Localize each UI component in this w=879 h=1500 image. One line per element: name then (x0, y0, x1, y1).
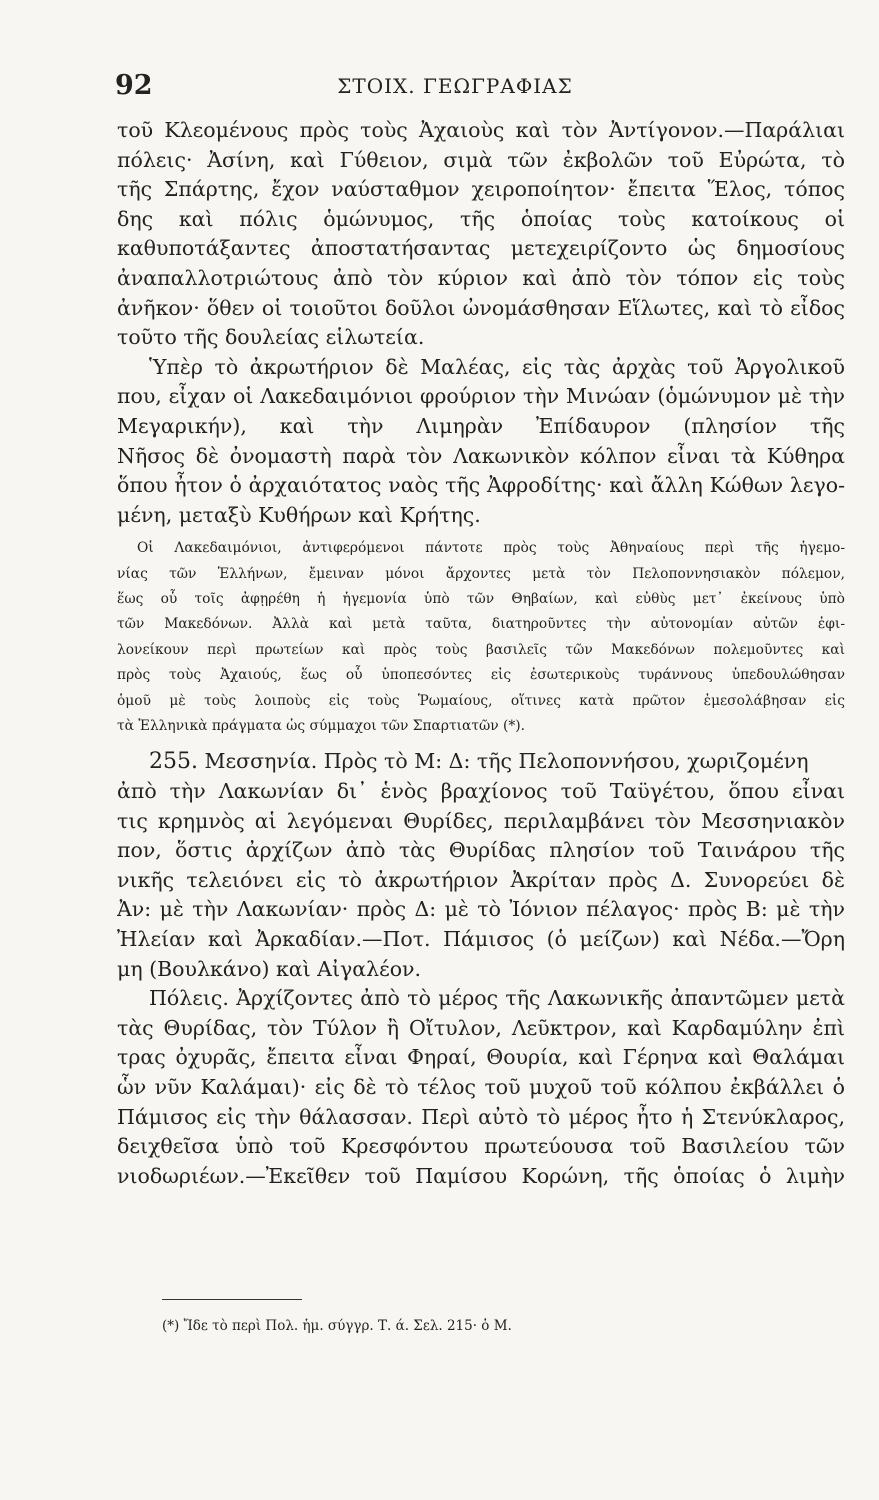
text-line: πον, ὅστις ἀρχίζων ἀπὸ τὰς Θυρίδας πλησίον τοῦ Ταινάρου τῆς (117, 838, 845, 863)
small-print-note (117, 536, 845, 739)
note-line: τὰ Ἑλληνικὰ πράγματα ὡς σύμμαχοι τῶν Σπαρτιατῶν (*). (117, 718, 526, 735)
text-line: μη (Βουλκάνο) καὶ Αἰγαλέον. (117, 956, 422, 981)
text-line: τρας ὀχυρᾶς, ἔπειτα εἶναι Φηραί, Θουρία, καὶ Γέρηνα καὶ Θαλάμαι (117, 1045, 845, 1070)
text-line: πόλεις· Ἀσίνη, καὶ Γύθειον, σιμὰ τῶν ἐκβολῶν τοῦ Εὐρώτα, τὸ (117, 147, 845, 172)
note-line: ἕως οὗ τοῖς ἀφῃρέθη ἡ ἡγεμονία ὑπὸ τῶν Θηβαίων, καὶ εὐθὺς μετ᾽ ἐκείνους ὑπὸ (117, 591, 845, 608)
text-line: τῆς Σπάρτης, ἔχον ναύσταθμον χειροποίητον· ἔπειτα Ἕλος, τόπος (117, 177, 845, 202)
note-line: νίας τῶν Ἑλλήνων, ἔμειναν μόνοι ἄρχοντες μετὰ τὸν Πελοποννησιακὸν πόλεμον, (117, 565, 845, 582)
text-line: νικῆς τελειόνει εἰς τὸ ἀκρωτήριον Ἀκρίταν πρὸς Δ. Συνορεύει δὲ (117, 867, 845, 892)
running-title: ΣΤΟΙΧ. ΓΕΩΓΡΑΦΙΑΣ (337, 74, 573, 98)
page-body (117, 116, 845, 1191)
page-number: 92 (115, 70, 153, 101)
text-line: τοῦτο τῆς δουλείας εἱλωτεία. (117, 325, 425, 350)
text-line: Μεγαρικήν), καὶ τὴν Λιμηρὰν Ἐπίδαυρον (πλησίον τῆς (117, 413, 845, 438)
text-line: Πόλεις. Ἀρχίζοντες ἀπὸ τὸ μέρος τῆς Λακωνικῆς ἀπαντῶμεν μετὰ (149, 986, 845, 1011)
text-line: τις κρημνὸς αἱ λεγόμεναι Θυρίδες, περιλαμβάνει τὸν Μεσσηνιακὸν (117, 808, 845, 833)
note-line: τῶν Μακεδόνων. Ἀλλὰ καὶ μετὰ ταῦτα, διατηροῦντες τὴν αὐτονομίαν αὐτῶν ἐφι- (117, 616, 845, 633)
page-header (115, 70, 835, 104)
text-line: που, εἶχαν οἱ Λακεδαιμόνιοι φρούριον τὴν Μινώαν (ὁμώνυμον μὲ τὴν (117, 384, 845, 409)
text-line: τοῦ Κλεομένους πρὸς τοὺς Ἀχαιοὺς καὶ τὸν Ἀντίγονον.—Παράλιαι (117, 118, 845, 142)
note-line: πρὸς τοὺς Ἀχαιούς, ἕως οὗ ὑποπεσόντες εἰς ἐσωτερικοὺς τυράννους ὑπεδουλώθησαν (117, 667, 845, 684)
text-line: ἀπὸ τὴν Λακωνίαν δι᾽ ἑνὸς βραχίονος τοῦ Ταϋγέτου, ὅπου εἶναι (117, 779, 845, 804)
note-line: ὁμοῦ μὲ τοὺς λοιποὺς εἰς τοὺς Ῥωμαίους, οἵτινες κατὰ πρῶτον ἐμεσολάβησαν εἰς (117, 692, 845, 709)
text-line: δειχθεῖσα ὑπὸ τοῦ Κρεσφόντου πρωτεύουσα τοῦ Βασιλείου τῶν (117, 1134, 845, 1159)
text-line: ὅπου ἦτον ὁ ἀρχαιότατος ναὸς τῆς Ἀφροδίτης· καὶ ἄλλη Κώθων λεγο- (117, 473, 845, 498)
text-line: νιοδωριέων.—Ἐκεῖθεν τοῦ Παμίσου Κορώνη, τῆς ὁποίας ὁ λιμὴν (117, 1163, 845, 1188)
section-first-line: Μεσσηνία. Πρὸς τὸ Μ: Δ: τῆς Πελοποννήσου, χωριζομένη (204, 749, 809, 774)
section-number: 255. (149, 749, 198, 775)
text-line: Ἠλείαν καὶ Ἀρκαδίαν.—Ποτ. Πάμισος (ὁ μείζων) καὶ Νέδα.—Ὄρη (117, 927, 845, 951)
text-line: τὰς Θυρίδας, τὸν Τύλον ἢ Οἴτυλον, Λεῦκτρον, καὶ Καρδαμύλην ἐπὶ (117, 1015, 845, 1040)
text-line: ὧν νῦν Καλάμαι)· εἰς δὲ τὸ τέλος τοῦ μυχοῦ τοῦ κόλπου ἐκβάλλει ὁ (117, 1074, 845, 1099)
text-line: δης καὶ πόλις ὁμώνυμος, τῆς ὁποίας τοὺς κατοίκους οἱ (117, 206, 845, 231)
text-line: Πάμισος εἰς τὴν θάλασσαν. Περὶ αὐτὸ τὸ μέρος ἦτο ἡ Στενύκλαρος, (117, 1104, 845, 1129)
text-line: Ἀν: μὲ τὴν Λακωνίαν· πρὸς Δ: μὲ τὸ Ἰόνιον πέλαγος· πρὸς Β: μὲ τὴν (117, 897, 845, 922)
text-line: Ὑπὲρ τὸ ἀκρωτήριον δὲ Μαλέας, εἰς τὰς ἀρχὰς τοῦ Ἀργολικοῦ (149, 354, 845, 379)
text-line: μένη, μεταξὺ Κυθήρων καὶ Κρήτης. (117, 502, 481, 527)
text-line: ἀνῆκον· ὅθεν οἱ τοιοῦτοι δοῦλοι ὠνομάσθησαν Εἵλωτες, καὶ τὸ εἶδος (117, 295, 845, 320)
text-line: ἀναπαλλοτριώτους ἀπὸ τὸν κύριον καὶ ἀπὸ τὸν τόπον εἰς τοὺς (117, 265, 845, 290)
footnote: (*) Ἴδε τὸ περὶ Πολ. ἡμ. σύγγρ. Τ. ά. Σελ. 215· ὁ Μ. (162, 1318, 512, 1334)
note-line: Οἱ Λακεδαιμόνιοι, ἀντιφερόμενοι πάντοτε πρὸς τοὺς Ἀθηναίους περὶ τῆς ἡγεμο- (137, 540, 845, 557)
text-line: Νῆσος δὲ ὀνομαστὴ παρὰ τὸν Λακωνικὸν κόλπον εἶναι τὰ Κύθηρα (117, 443, 845, 468)
section-heading-line (117, 747, 845, 777)
text-line: καθυποτάξαντες ἀποστατήσαντας μετεχειρίζοντο ὡς δημοσίους (117, 236, 845, 261)
footnote-divider (162, 1299, 302, 1300)
note-line: λονείκουν περὶ πρωτείων καὶ πρὸς τοὺς βασιλεῖς τῶν Μακεδόνων πολεμοῦντες καὶ (117, 641, 845, 658)
